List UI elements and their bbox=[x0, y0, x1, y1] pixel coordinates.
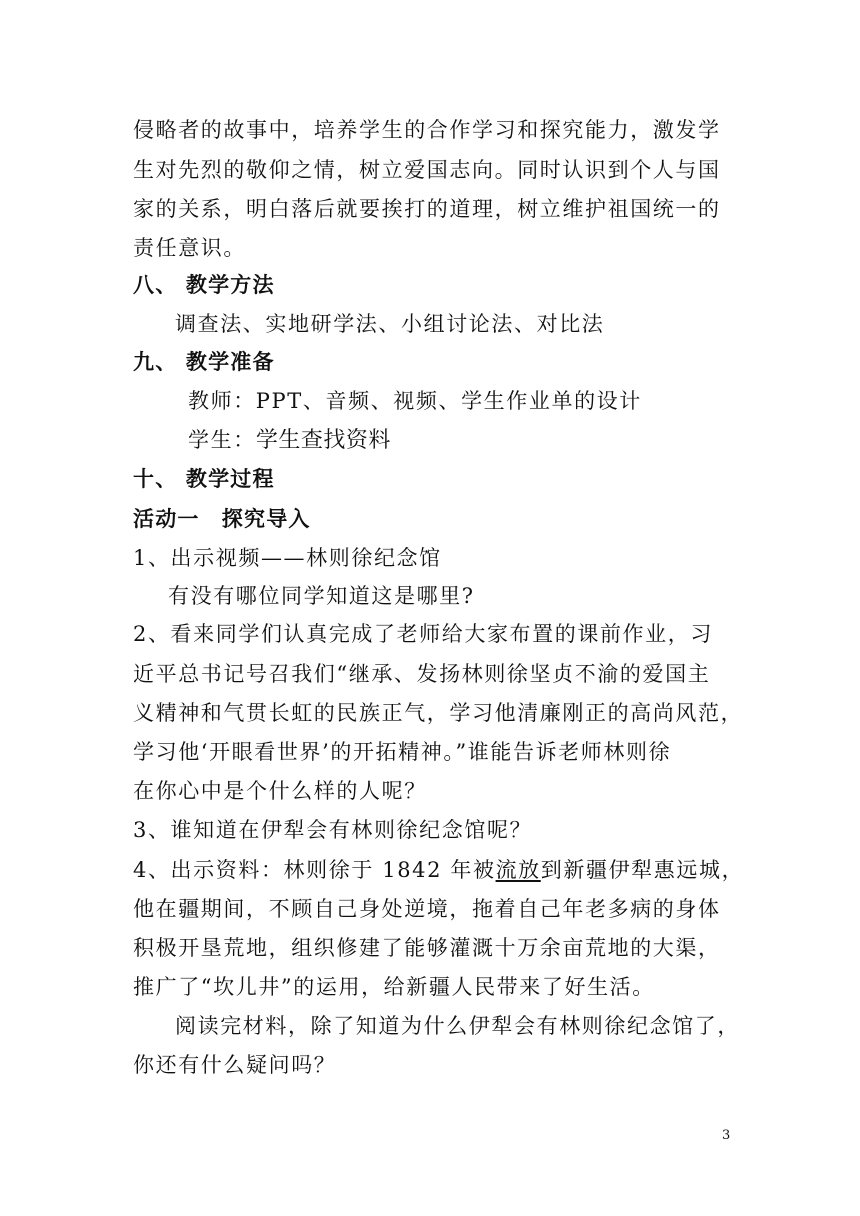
activity1-step1-question: 有没有哪位同学知道这是哪里? bbox=[168, 584, 475, 608]
activity1-step1: 1、出示视频——林则徐纪念馆 bbox=[133, 546, 442, 570]
section9-student bbox=[188, 425, 391, 456]
activity1-step4-line-1 bbox=[133, 855, 744, 885]
activity1-step4-line-4: 推广了“坎儿井”的运用，给新疆人民带来了好生活。 bbox=[133, 975, 655, 999]
activity1-step4-line-2: 他在疆期间，不顾自己身处逆境，拖着自己年老多病的身体 bbox=[133, 897, 721, 921]
section10-heading: 十、 教学过程 bbox=[133, 466, 275, 491]
activity1-step3: 3、谁知道在伊犁会有林则徐纪念馆呢？ bbox=[133, 818, 533, 842]
activity1-step2-line-5: 在你心中是个什么样的人呢？ bbox=[133, 779, 427, 803]
activity1-step4-line-3: 积极开垦荒地，组织修建了能够灌溉十万余亩荒地的大渠， bbox=[133, 936, 721, 960]
intro-line-2: 生对先烈的敬仰之情，树立爱国志向。同时认识到个人与国 bbox=[133, 158, 721, 182]
step4-underlined-word: 流放 bbox=[495, 858, 541, 882]
section9-teacher: 教师：PPT、音频、视频、学生作业单的设计 bbox=[188, 389, 642, 413]
activity1-closing-line-2: 你还有什么疑问吗？ bbox=[133, 1053, 337, 1077]
section8-heading: 八、 教学方法 bbox=[133, 272, 275, 297]
page-number: 3 bbox=[722, 1128, 731, 1143]
section9-student-label: 学生： bbox=[188, 428, 256, 452]
activity1-step2-line-3: 义精神和气贯长虹的民族正气，学习他清廉刚正的高尚风范， bbox=[133, 701, 744, 725]
intro-line-3: 家的关系，明白落后就要挨打的道理，树立维护祖国统一的 bbox=[133, 197, 721, 221]
intro-line-4: 责任意识。 bbox=[133, 236, 246, 260]
step4-text-before: 4、出示资料：林则徐于 1842 年被 bbox=[133, 858, 496, 882]
activity1-heading: 活动一 探究导入 bbox=[133, 506, 311, 531]
section9-heading: 九、 教学准备 bbox=[133, 349, 275, 374]
step4-text-after: 到新疆伊犁惠远城， bbox=[540, 858, 745, 882]
section8-content: 调查法、实地研学法、小组讨论法、对比法 bbox=[175, 312, 605, 336]
intro-line-1: 侵略者的故事中，培养学生的合作学习和探究能力，激发学 bbox=[133, 118, 721, 142]
section9-student-value: 学生查找资料 bbox=[255, 428, 391, 453]
activity1-step2-line-1: 2、看来同学们认真完成了老师给大家布置的课前作业，习 bbox=[133, 622, 713, 646]
activity1-step2-line-4: 学习他‘开眼看世界’的开拓精神。”谁能告诉老师林则徐 bbox=[133, 740, 672, 764]
activity1-closing-line-1: 阅读完材料，除了知道为什么伊犁会有林则徐纪念馆了， bbox=[175, 1014, 740, 1038]
activity1-step2-line-2: 近平总书记号召我们“继承、发扬林则徐坚贞不渝的爱国主 bbox=[133, 662, 711, 686]
